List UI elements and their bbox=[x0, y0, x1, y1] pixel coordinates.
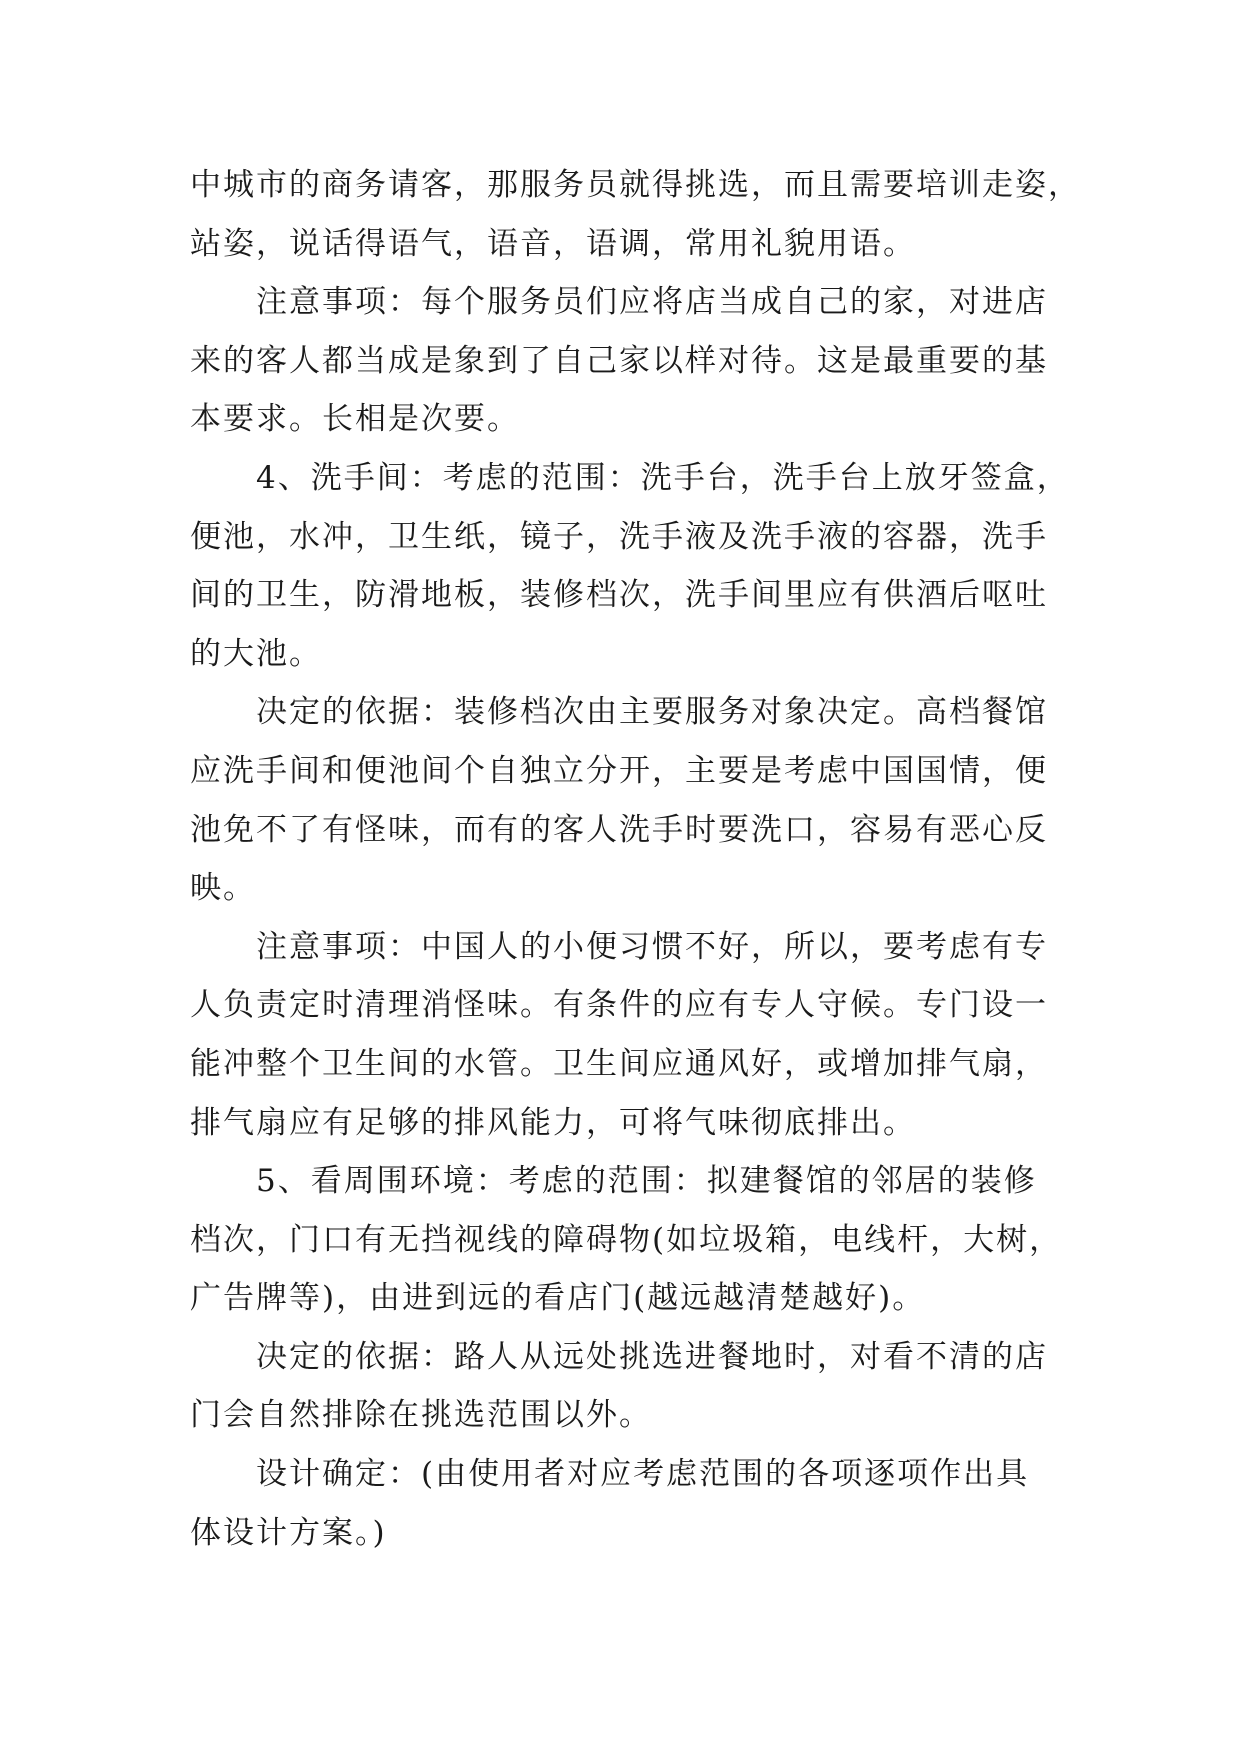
paragraph-line: 映。 bbox=[190, 870, 256, 907]
paragraph-line: 4、洗手间：考虑的范围：洗手台，洗手台上放牙签盒， bbox=[256, 459, 1070, 496]
paragraph bbox=[190, 918, 1070, 1152]
paragraph bbox=[190, 273, 1070, 449]
paragraph bbox=[190, 449, 1070, 683]
paragraph-line: 排气扇应有足够的排风能力，可将气味彻底排出。 bbox=[190, 1104, 916, 1141]
paragraph-line: 来的客人都当成是象到了自己家以样对待。这是最重要的基 bbox=[190, 342, 1048, 379]
paragraph-line: 决定的依据：路人从远处挑选进餐地时，对看不清的店 bbox=[256, 1338, 1048, 1375]
paragraph-line: 门会自然排除在挑选范围以外。 bbox=[190, 1397, 652, 1434]
paragraph bbox=[190, 1445, 1070, 1562]
paragraph bbox=[190, 683, 1070, 917]
paragraph-line: 间的卫生，防滑地板，装修档次，洗手间里应有供酒后呕吐 bbox=[190, 577, 1048, 614]
paragraph-line: 体设计方案。) bbox=[190, 1514, 387, 1551]
paragraph bbox=[190, 1152, 1070, 1328]
paragraph-line: 的大池。 bbox=[190, 635, 322, 672]
paragraph-line: 能冲整个卫生间的水管。卫生间应通风好，或增加排气扇， bbox=[190, 1045, 1048, 1082]
paragraph-line: 注意事项：每个服务员们应将店当成自己的家，对进店 bbox=[256, 284, 1048, 321]
paragraph-line: 人负责定时清理消怪味。有条件的应有专人守候。专门设一 bbox=[190, 987, 1048, 1024]
paragraph-line: 注意事项：中国人的小便习惯不好，所以，要考虑有专 bbox=[256, 928, 1048, 965]
paragraph bbox=[190, 156, 1081, 273]
paragraph-line: 本要求。长相是次要。 bbox=[190, 401, 520, 438]
paragraph bbox=[190, 1328, 1070, 1445]
paragraph-line: 广告牌等)，由进到远的看店门(越远越清楚越好)。 bbox=[190, 1280, 926, 1317]
paragraph-line: 站姿，说话得语气，语音，语调，常用礼貌用语。 bbox=[190, 225, 916, 262]
paragraph-line: 5、看周围环境：考虑的范围：拟建餐馆的邻居的装修 bbox=[256, 1163, 1037, 1200]
paragraph-line: 决定的依据：装修档次由主要服务对象决定。高档餐馆 bbox=[256, 694, 1048, 731]
paragraph-line: 中城市的商务请客，那服务员就得挑选，而且需要培训走姿， bbox=[190, 167, 1081, 203]
paragraph-line: 档次，门口有无挡视线的障碍物(如垃圾箱，电线杆，大树， bbox=[190, 1221, 1063, 1258]
paragraph-line: 池免不了有怪味，而有的客人洗手时要洗口，容易有恶心反 bbox=[190, 811, 1048, 848]
paragraph-line: 应洗手间和便池间个自独立分开，主要是考虑中国国情，便 bbox=[190, 752, 1048, 789]
paragraph-line: 设计确定：(由使用者对应考虑范围的各项逐项作出具 bbox=[256, 1456, 1030, 1493]
paragraph-line: 便池，水冲，卫生纸，镜子，洗手液及洗手液的容器，洗手 bbox=[190, 518, 1048, 555]
document-body bbox=[190, 156, 1081, 1562]
